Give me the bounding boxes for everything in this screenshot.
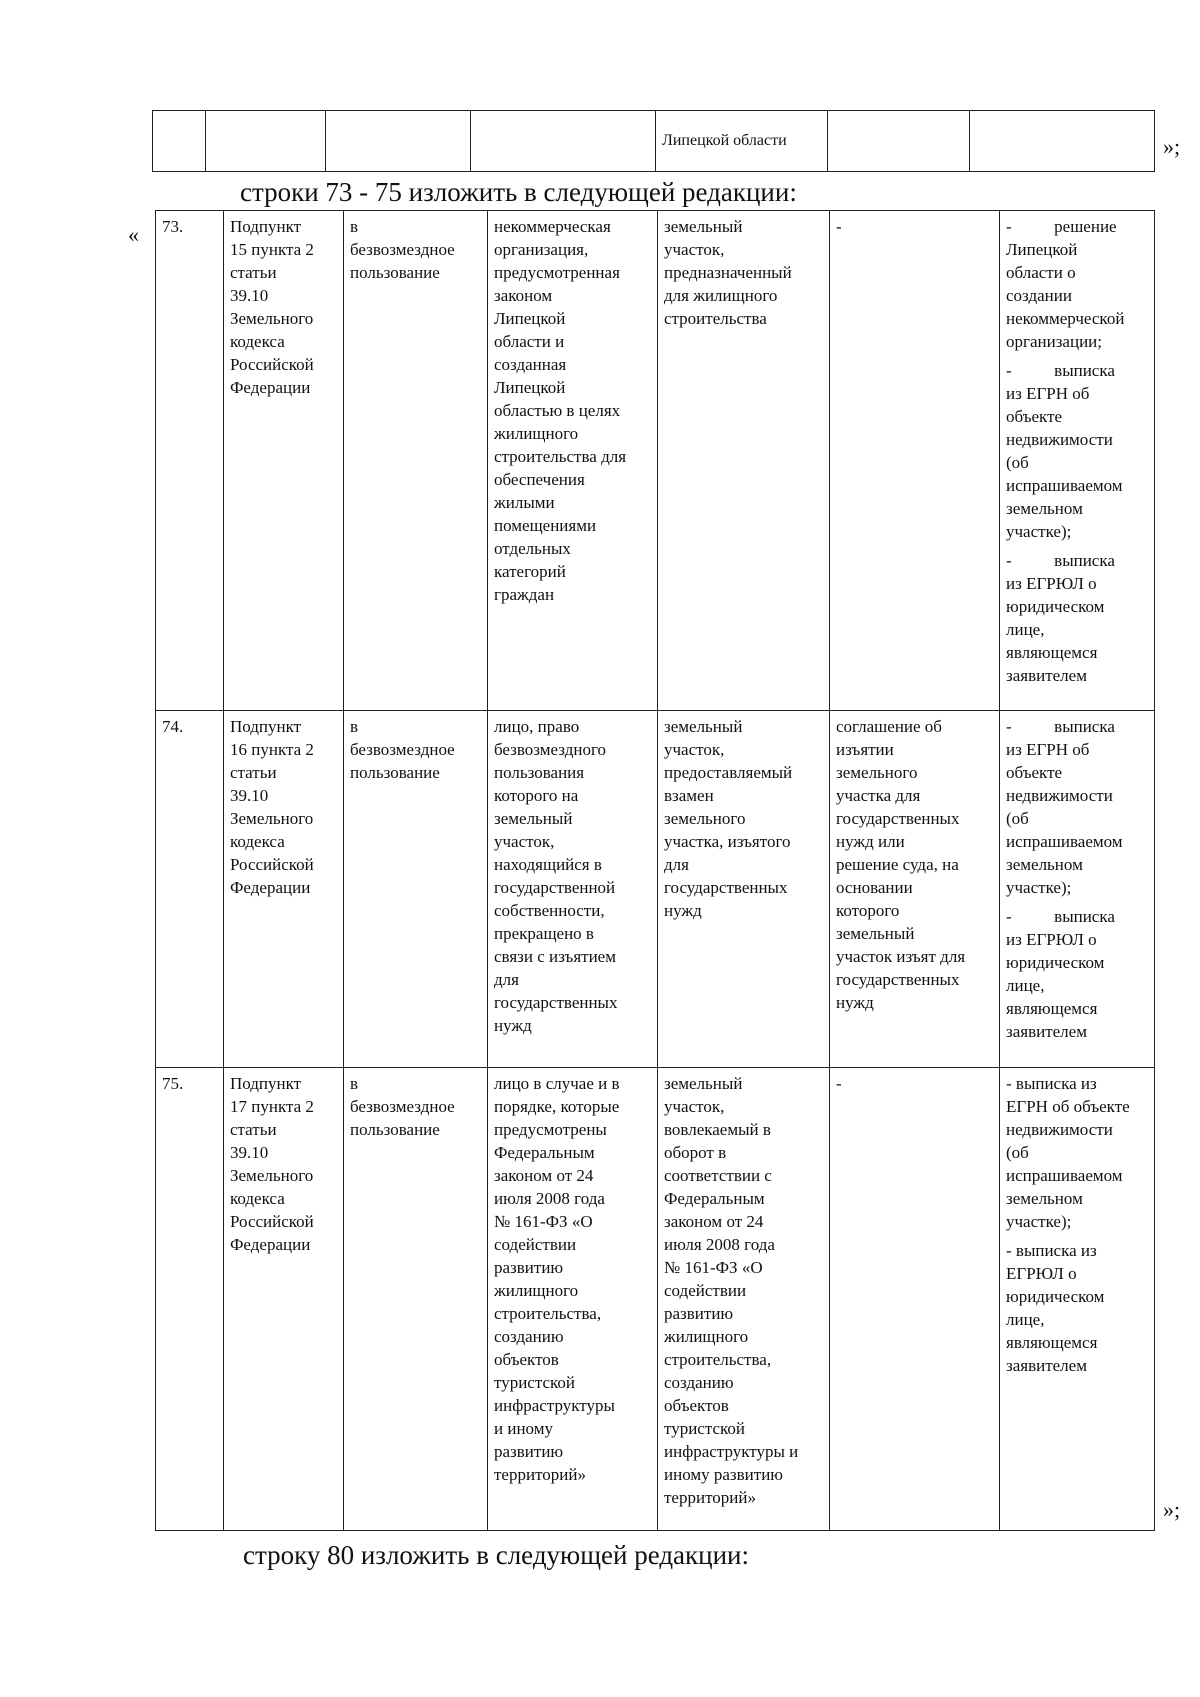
land-plot-line: нужд: [664, 901, 702, 920]
basis-document-line: изъятии: [836, 740, 894, 759]
applicant-line: области и: [494, 332, 565, 351]
applicant-line: предусмотренная: [494, 263, 620, 282]
right-type-line: пользование: [350, 763, 440, 782]
land-plot-line: для: [664, 855, 689, 874]
applicant-line: строительства для: [494, 447, 627, 466]
legal-basis-line: 39.10: [230, 1143, 269, 1162]
land-plot-line: созданию: [664, 1373, 734, 1392]
document-item-line: (об: [1006, 1143, 1029, 1162]
legal-basis-line: Российской: [230, 1212, 314, 1231]
applicant-line: безвозмездного: [494, 740, 606, 759]
document-item-line: из ЕГРН об: [1006, 384, 1090, 403]
required-documents-cell: [1000, 711, 1155, 1068]
document-item-line: участке);: [1006, 522, 1072, 541]
basis-document-line: земельный: [836, 924, 915, 943]
document-item-line: лице,: [1006, 620, 1045, 639]
right-type-cell: [344, 211, 488, 711]
legal-basis-line: кодекса: [230, 832, 285, 851]
document-item-line: участке);: [1006, 878, 1072, 897]
document-item-line: юридическом: [1006, 1287, 1105, 1306]
row-number-text: 75.: [162, 1074, 184, 1093]
document-item-line: создании: [1006, 286, 1072, 305]
document-item-line: объекте: [1006, 763, 1063, 782]
applicant-line: жилыми: [494, 493, 555, 512]
document-item-line: юридическом: [1006, 597, 1105, 616]
legal-basis-line: Земельного: [230, 1166, 314, 1185]
land-plot-cell: [658, 211, 830, 711]
right-type-line: безвозмездное: [350, 1097, 455, 1116]
basis-document-line: соглашение об: [836, 717, 942, 736]
right-type-cell: [344, 1068, 488, 1531]
basis-document-cell: [830, 1068, 1000, 1531]
applicant-line: территорий»: [494, 1465, 586, 1484]
land-plot-line: Федеральным: [664, 1189, 765, 1208]
applicant-line: некоммерческая: [494, 217, 611, 236]
row-number-text: 73.: [162, 217, 184, 236]
land-plot-line: вовлекаемый в: [664, 1120, 771, 1139]
document-item: [1006, 215, 1150, 353]
basis-document-line: которого: [836, 901, 900, 920]
document-item-first-line: - выписка: [1006, 361, 1115, 380]
document-item-line: недвижимости: [1006, 1120, 1113, 1139]
document-item-line: из ЕГРЮЛ о: [1006, 574, 1097, 593]
document-item-first-line: - выписка: [1006, 907, 1115, 926]
applicant-line: Липецкой: [494, 309, 566, 328]
basis-document-line: государственных: [836, 970, 960, 989]
basis-document-line: решение суда, на: [836, 855, 959, 874]
applicant-line: отдельных: [494, 539, 571, 558]
document-item-first-line: - решение: [1006, 217, 1117, 236]
land-plot-line: государственных: [664, 878, 788, 897]
right-type-line: безвозмездное: [350, 740, 455, 759]
table-row: [153, 111, 1155, 172]
document-item-line: лице,: [1006, 1310, 1045, 1329]
row-number: [156, 211, 224, 711]
required-documents-cell: [1000, 1068, 1155, 1531]
document-item: [1006, 1239, 1150, 1377]
document-item-line: юридическом: [1006, 953, 1105, 972]
applicant-line: организация,: [494, 240, 589, 259]
legal-basis-cell: [224, 211, 344, 711]
instruction-row-80: строку 80 изложить в следующей редакции:: [243, 1540, 750, 1570]
basis-document-line: -: [836, 217, 842, 236]
applicant-line: № 161-ФЗ «О: [494, 1212, 593, 1231]
land-plot-line: законом от 24: [664, 1212, 764, 1231]
document-item-line: испрашиваемом: [1006, 476, 1123, 495]
required-documents-cell: [1000, 211, 1155, 711]
land-plot-line: предназначенный: [664, 263, 792, 282]
row-number-text: 74.: [162, 717, 184, 736]
land-plot-line: строительства: [664, 309, 767, 328]
legal-basis-cell: [224, 711, 344, 1068]
applicant-line: объектов: [494, 1350, 559, 1369]
legal-basis-line: Земельного: [230, 309, 314, 328]
legal-basis-line: 17 пункта 2: [230, 1097, 314, 1116]
basis-document-line: нужд или: [836, 832, 905, 851]
legal-basis-line: статьи: [230, 263, 277, 282]
table-row: [156, 211, 1155, 711]
document-item-line: испрашиваемом: [1006, 1166, 1123, 1185]
land-plot-line: земельный: [664, 217, 743, 236]
land-plot-line: участок,: [664, 240, 725, 259]
applicant-cell: [488, 1068, 658, 1531]
document-item: [1006, 905, 1150, 1043]
document-item-line: недвижимости: [1006, 786, 1113, 805]
land-plot-line: развитию: [664, 1304, 734, 1323]
document-item-first-line: - выписка из: [1006, 1241, 1097, 1260]
opening-quote: «: [128, 222, 139, 247]
right-type-line: в: [350, 717, 359, 736]
applicant-line: строительства,: [494, 1304, 602, 1323]
document-item-line: ЕГРЮЛ о: [1006, 1264, 1077, 1283]
applicant-line: созданная: [494, 355, 567, 374]
applicant-line: лицо в случае и в: [494, 1074, 620, 1093]
document-item-line: являющемся: [1006, 1333, 1098, 1352]
document-item-line: некоммерческой: [1006, 309, 1125, 328]
legal-basis-line: 16 пункта 2: [230, 740, 314, 759]
document-item-line: земельном: [1006, 1189, 1083, 1208]
applicant-cell: [488, 711, 658, 1068]
applicant-line: прекращено в: [494, 924, 594, 943]
document-item-line: из ЕГРЮЛ о: [1006, 930, 1097, 949]
table-row: [156, 711, 1155, 1068]
previous-table-fragment: [152, 110, 1155, 172]
applicant-line: категорий: [494, 562, 566, 581]
applicant-line: развитию: [494, 1258, 564, 1277]
basis-document-line: основании: [836, 878, 913, 897]
legal-basis-line: кодекса: [230, 1189, 285, 1208]
instruction-rows-73-75: строки 73 - 75 изложить в следующей редакции:: [240, 177, 797, 207]
land-plot-line: взамен: [664, 786, 714, 805]
legal-basis-cell: [224, 1068, 344, 1531]
applicant-line: связи с изъятием: [494, 947, 616, 966]
applicant-line: жилищного: [494, 424, 579, 443]
legal-basis-line: кодекса: [230, 332, 285, 351]
legal-basis-line: Российской: [230, 355, 314, 374]
applicant-line: Федеральным: [494, 1143, 595, 1162]
applicant-line: которого на: [494, 786, 579, 805]
applicant-line: пользования: [494, 763, 585, 782]
legal-basis-line: Федерации: [230, 878, 311, 897]
land-plot-line: территорий»: [664, 1488, 756, 1507]
basis-document-line: -: [836, 1074, 842, 1093]
document-item-line: заявителем: [1006, 1022, 1087, 1041]
land-plot-cell: [658, 711, 830, 1068]
table-row: [156, 1068, 1155, 1531]
basis-document-line: участок изъят для: [836, 947, 966, 966]
applicant-line: Липецкой: [494, 378, 566, 397]
basis-document-line: земельного: [836, 763, 918, 782]
document-item-line: лице,: [1006, 976, 1045, 995]
document-item-first-line: - выписка из: [1006, 1074, 1097, 1093]
legal-basis-line: статьи: [230, 763, 277, 782]
land-provision-table: [155, 210, 1155, 1531]
closing-quote-top: »;: [1163, 134, 1181, 159]
document-item-line: участке);: [1006, 1212, 1072, 1231]
land-plot-line: строительства,: [664, 1350, 772, 1369]
land-plot-line: участка, изъятого: [664, 832, 791, 851]
applicant-line: нужд: [494, 1016, 532, 1035]
applicant-line: участок,: [494, 832, 555, 851]
land-plot-line: соответствии с: [664, 1166, 772, 1185]
right-type-line: в: [350, 217, 359, 236]
right-type-line: в: [350, 1074, 359, 1093]
land-plot-line: для жилищного: [664, 286, 778, 305]
document-item-line: являющемся: [1006, 999, 1098, 1018]
document-item-first-line: - выписка: [1006, 551, 1115, 570]
land-plot-line: туристской: [664, 1419, 746, 1438]
document-item-line: ЕГРН об объекте: [1006, 1097, 1130, 1116]
basis-document-line: нужд: [836, 993, 874, 1012]
land-plot-line: июля 2008 года: [664, 1235, 775, 1254]
document-item-line: являющемся: [1006, 643, 1098, 662]
legal-basis-line: Российской: [230, 855, 314, 874]
basis-document-cell: [830, 711, 1000, 1068]
applicant-line: содействии: [494, 1235, 577, 1254]
applicant-line: лицо, право: [494, 717, 580, 736]
document-item-line: объекте: [1006, 407, 1063, 426]
applicant-line: развитию: [494, 1442, 564, 1461]
applicant-line: жилищного: [494, 1281, 579, 1300]
land-plot-line: инфраструктуры и: [664, 1442, 799, 1461]
document-item-line: испрашиваемом: [1006, 832, 1123, 851]
right-type-line: пользование: [350, 1120, 440, 1139]
land-plot-line: жилищного: [664, 1327, 749, 1346]
basis-document-line: государственных: [836, 809, 960, 828]
applicant-line: обеспечения: [494, 470, 585, 489]
document-item: [1006, 1072, 1150, 1233]
applicant-line: помещениями: [494, 516, 597, 535]
document-item-line: из ЕГРН об: [1006, 740, 1090, 759]
basis-document-cell: [830, 211, 1000, 711]
applicant-cell: [488, 211, 658, 711]
applicant-line: порядке, которые: [494, 1097, 620, 1116]
land-plot-line: оборот в: [664, 1143, 727, 1162]
document-item-line: организации;: [1006, 332, 1102, 351]
legal-basis-line: Подпункт: [230, 217, 302, 236]
document-item-first-line: - выписка: [1006, 717, 1115, 736]
applicant-line: июля 2008 года: [494, 1189, 605, 1208]
land-plot-line: участок,: [664, 1097, 725, 1116]
document-item-line: земельном: [1006, 499, 1083, 518]
basis-document-line: участка для: [836, 786, 921, 805]
applicant-line: созданию: [494, 1327, 564, 1346]
legal-basis-line: 39.10: [230, 286, 269, 305]
document-item-line: заявителем: [1006, 1356, 1087, 1375]
document-item-line: Липецкой: [1006, 240, 1078, 259]
land-plot-line: № 161-ФЗ «О: [664, 1258, 763, 1277]
legal-basis-line: статьи: [230, 1120, 277, 1139]
legal-basis-line: Федерации: [230, 1235, 311, 1254]
land-plot-line: земельный: [664, 1074, 743, 1093]
land-plot-line: объектов: [664, 1396, 729, 1415]
document-item: [1006, 715, 1150, 899]
legal-basis-line: Земельного: [230, 809, 314, 828]
region-text: Липецкой области: [662, 132, 787, 149]
legal-basis-line: Подпункт: [230, 717, 302, 736]
legal-basis-line: 39.10: [230, 786, 269, 805]
document-item: [1006, 359, 1150, 543]
land-plot-line: земельный: [664, 717, 743, 736]
land-plot-line: земельного: [664, 809, 746, 828]
applicant-line: для: [494, 970, 519, 989]
land-plot-line: иному развитию: [664, 1465, 783, 1484]
applicant-line: законом от 24: [494, 1166, 594, 1185]
applicant-line: инфраструктуры: [494, 1396, 615, 1415]
applicant-line: земельный: [494, 809, 573, 828]
document-item-line: заявителем: [1006, 666, 1087, 685]
closing-quote-main: »;: [1163, 1497, 1181, 1522]
applicant-line: и иному: [494, 1419, 553, 1438]
document-item-line: (об: [1006, 809, 1029, 828]
applicant-line: государственной: [494, 878, 616, 897]
legal-basis-line: Федерации: [230, 378, 311, 397]
applicant-line: государственных: [494, 993, 618, 1012]
applicant-line: предусмотрены: [494, 1120, 607, 1139]
right-type-line: пользование: [350, 263, 440, 282]
applicant-line: находящийся в: [494, 855, 602, 874]
document-item-line: недвижимости: [1006, 430, 1113, 449]
document-item-line: (об: [1006, 453, 1029, 472]
document-item: [1006, 549, 1150, 687]
row-number: [156, 1068, 224, 1531]
document-item-line: области о: [1006, 263, 1076, 282]
land-plot-line: содействии: [664, 1281, 747, 1300]
legal-basis-line: Подпункт: [230, 1074, 302, 1093]
right-type-line: безвозмездное: [350, 240, 455, 259]
land-plot-line: участок,: [664, 740, 725, 759]
applicant-line: областью в целях: [494, 401, 621, 420]
row-number: [156, 711, 224, 1068]
land-plot-line: предоставляемый: [664, 763, 793, 782]
applicant-line: законом: [494, 286, 553, 305]
legal-basis-line: 15 пункта 2: [230, 240, 314, 259]
applicant-line: туристской: [494, 1373, 576, 1392]
applicant-line: граждан: [494, 585, 555, 604]
applicant-line: собственности,: [494, 901, 605, 920]
document-item-line: земельном: [1006, 855, 1083, 874]
right-type-cell: [344, 711, 488, 1068]
land-plot-cell: [658, 1068, 830, 1531]
